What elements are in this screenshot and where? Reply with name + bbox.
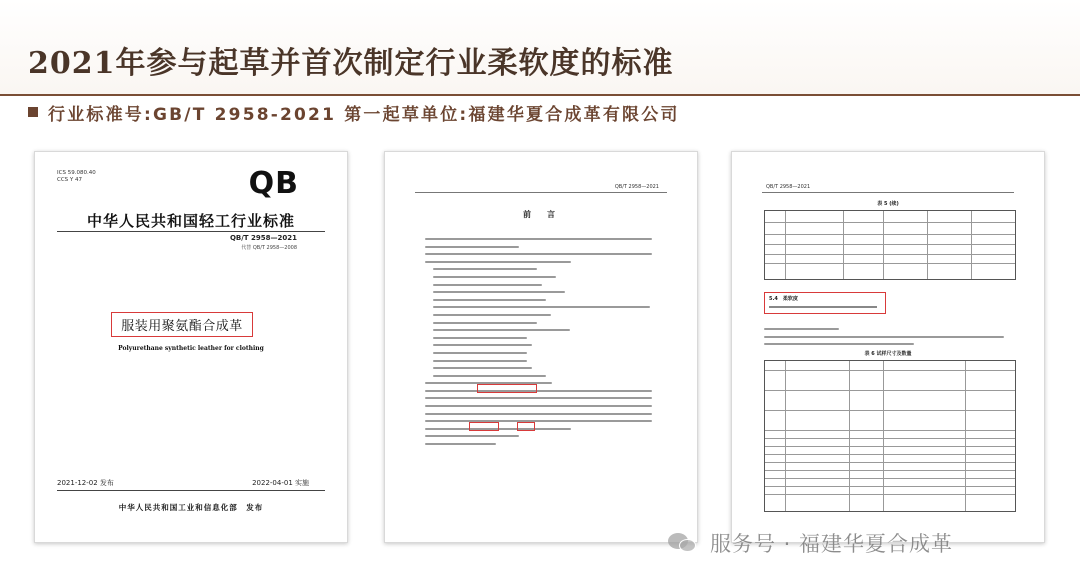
- table-6: [764, 360, 1016, 512]
- ics-code: [57, 170, 96, 184]
- text-line: [433, 284, 542, 286]
- table-row: [765, 211, 1015, 223]
- table-row: [765, 439, 1015, 447]
- implement-date: 2022-04-01 实施: [252, 479, 309, 487]
- test-method-page: [731, 151, 1045, 543]
- bullet-square-icon: [28, 107, 38, 117]
- text-line: [425, 443, 496, 445]
- text-line: [433, 375, 546, 377]
- table-row: [765, 361, 1015, 371]
- text-line: [764, 328, 839, 330]
- table-row: [765, 455, 1015, 463]
- text-line: [433, 299, 546, 301]
- text-line: [433, 268, 537, 270]
- table-column-rule: [883, 211, 884, 279]
- text-line: [433, 276, 556, 278]
- foreword-body-text: [425, 238, 661, 451]
- table-row: [765, 431, 1015, 439]
- text-line: [433, 360, 527, 362]
- table-column-rule: [971, 211, 972, 279]
- table-column-rule: [849, 361, 850, 511]
- watermark-text: 服务号 · 福建华夏合成革: [710, 532, 954, 556]
- text-line: [425, 397, 652, 399]
- account-watermark: [666, 528, 953, 558]
- table-row: [765, 264, 1015, 273]
- text-line: [769, 306, 877, 308]
- page-header-std-no: QB/T 2958—2021: [614, 184, 659, 190]
- table-5-caption: 表 5 (续): [877, 201, 899, 207]
- text-line: [425, 413, 652, 415]
- table-6-caption: 表 6 试样尺寸及数量: [864, 351, 912, 357]
- cover-title-en: Polyurethane synthetic leather for clothing: [118, 345, 264, 352]
- text-line: [425, 390, 652, 392]
- subtitle-row: [28, 99, 680, 125]
- table-row: [765, 245, 1015, 255]
- text-line: [425, 405, 652, 407]
- softness-section-highlight: [764, 292, 886, 314]
- page-header-rule: [762, 192, 1014, 193]
- table-row: [765, 447, 1015, 455]
- table-row: [765, 223, 1015, 235]
- title-divider: [0, 94, 1080, 96]
- text-line: [425, 238, 652, 240]
- page-header-rule: [415, 192, 667, 193]
- cover-title-cn: 服装用聚氨酯合成革: [111, 312, 253, 337]
- table-row: [765, 391, 1015, 411]
- text-line: [433, 329, 570, 331]
- issuer: 中华人民共和国工业和信息化部 发布: [118, 503, 264, 512]
- table-row: [765, 471, 1015, 479]
- text-line: [425, 261, 571, 263]
- standard-number: QB/T 2958—2021: [229, 234, 297, 242]
- table-row: [765, 487, 1015, 495]
- text-line: [433, 344, 532, 346]
- text-line: [433, 291, 565, 293]
- table-row: [765, 235, 1015, 245]
- text-line: [425, 435, 519, 437]
- table-5: [764, 210, 1016, 280]
- text-line: [433, 322, 537, 324]
- cover-top-rule: [57, 231, 325, 232]
- text-line: [433, 337, 527, 339]
- text-line: [433, 306, 650, 308]
- text-line: [425, 246, 519, 248]
- bubble-shape: [679, 539, 696, 552]
- cover-bottom-rule: [57, 490, 325, 491]
- table-column-rule: [965, 361, 966, 511]
- softness-section-title: 5.4 柔软度: [769, 296, 798, 302]
- text-line: [433, 367, 532, 369]
- table-row: [765, 411, 1015, 431]
- slide-subtitle: 行业标准号:GB/T 2958-2021 第一起草单位:福建华夏合成革有限公司: [48, 104, 680, 125]
- slide-title: 2021年参与起草并首次制定行业柔软度的标准: [28, 46, 674, 81]
- text-line: [425, 420, 652, 422]
- text-line: [433, 352, 527, 354]
- standard-body-name: 中华人民共和国轻工行业标准: [86, 212, 295, 230]
- wechat-icon: [666, 530, 700, 556]
- highlight-drafting-unit: [477, 384, 537, 393]
- table-column-rule: [785, 361, 786, 511]
- text-line: [764, 343, 914, 345]
- table-column-rule: [927, 211, 928, 279]
- table-column-rule: [843, 211, 844, 279]
- test-method-text: [764, 328, 1014, 351]
- replaces-standard: 代替 QB/T 2958—2008: [241, 245, 297, 251]
- table-row: [765, 463, 1015, 471]
- text-line: [764, 336, 1004, 338]
- foreword-heading: 前 言: [523, 210, 559, 219]
- foreword-page: [384, 151, 698, 543]
- standard-cover-page: [34, 151, 348, 543]
- text-line: [425, 253, 652, 255]
- text-line: [433, 314, 551, 316]
- highlight-drafter-name: [469, 422, 499, 431]
- table-column-rule: [883, 361, 884, 511]
- ics-number: ICS 59.080.40: [57, 170, 96, 176]
- page-header-std-no: QB/T 2958—2021: [766, 184, 811, 190]
- highlight-drafter-name-2: [517, 422, 535, 431]
- table-row: [765, 479, 1015, 487]
- qb-logo: QB: [248, 166, 299, 201]
- table-row: [765, 255, 1015, 264]
- title-bar: [0, 0, 1080, 94]
- issue-date: 2021-12-02 发布: [57, 479, 114, 487]
- ccs-number: CCS Y 47: [57, 177, 83, 183]
- table-row: [765, 371, 1015, 391]
- table-row: [765, 495, 1015, 503]
- table-column-rule: [785, 211, 786, 279]
